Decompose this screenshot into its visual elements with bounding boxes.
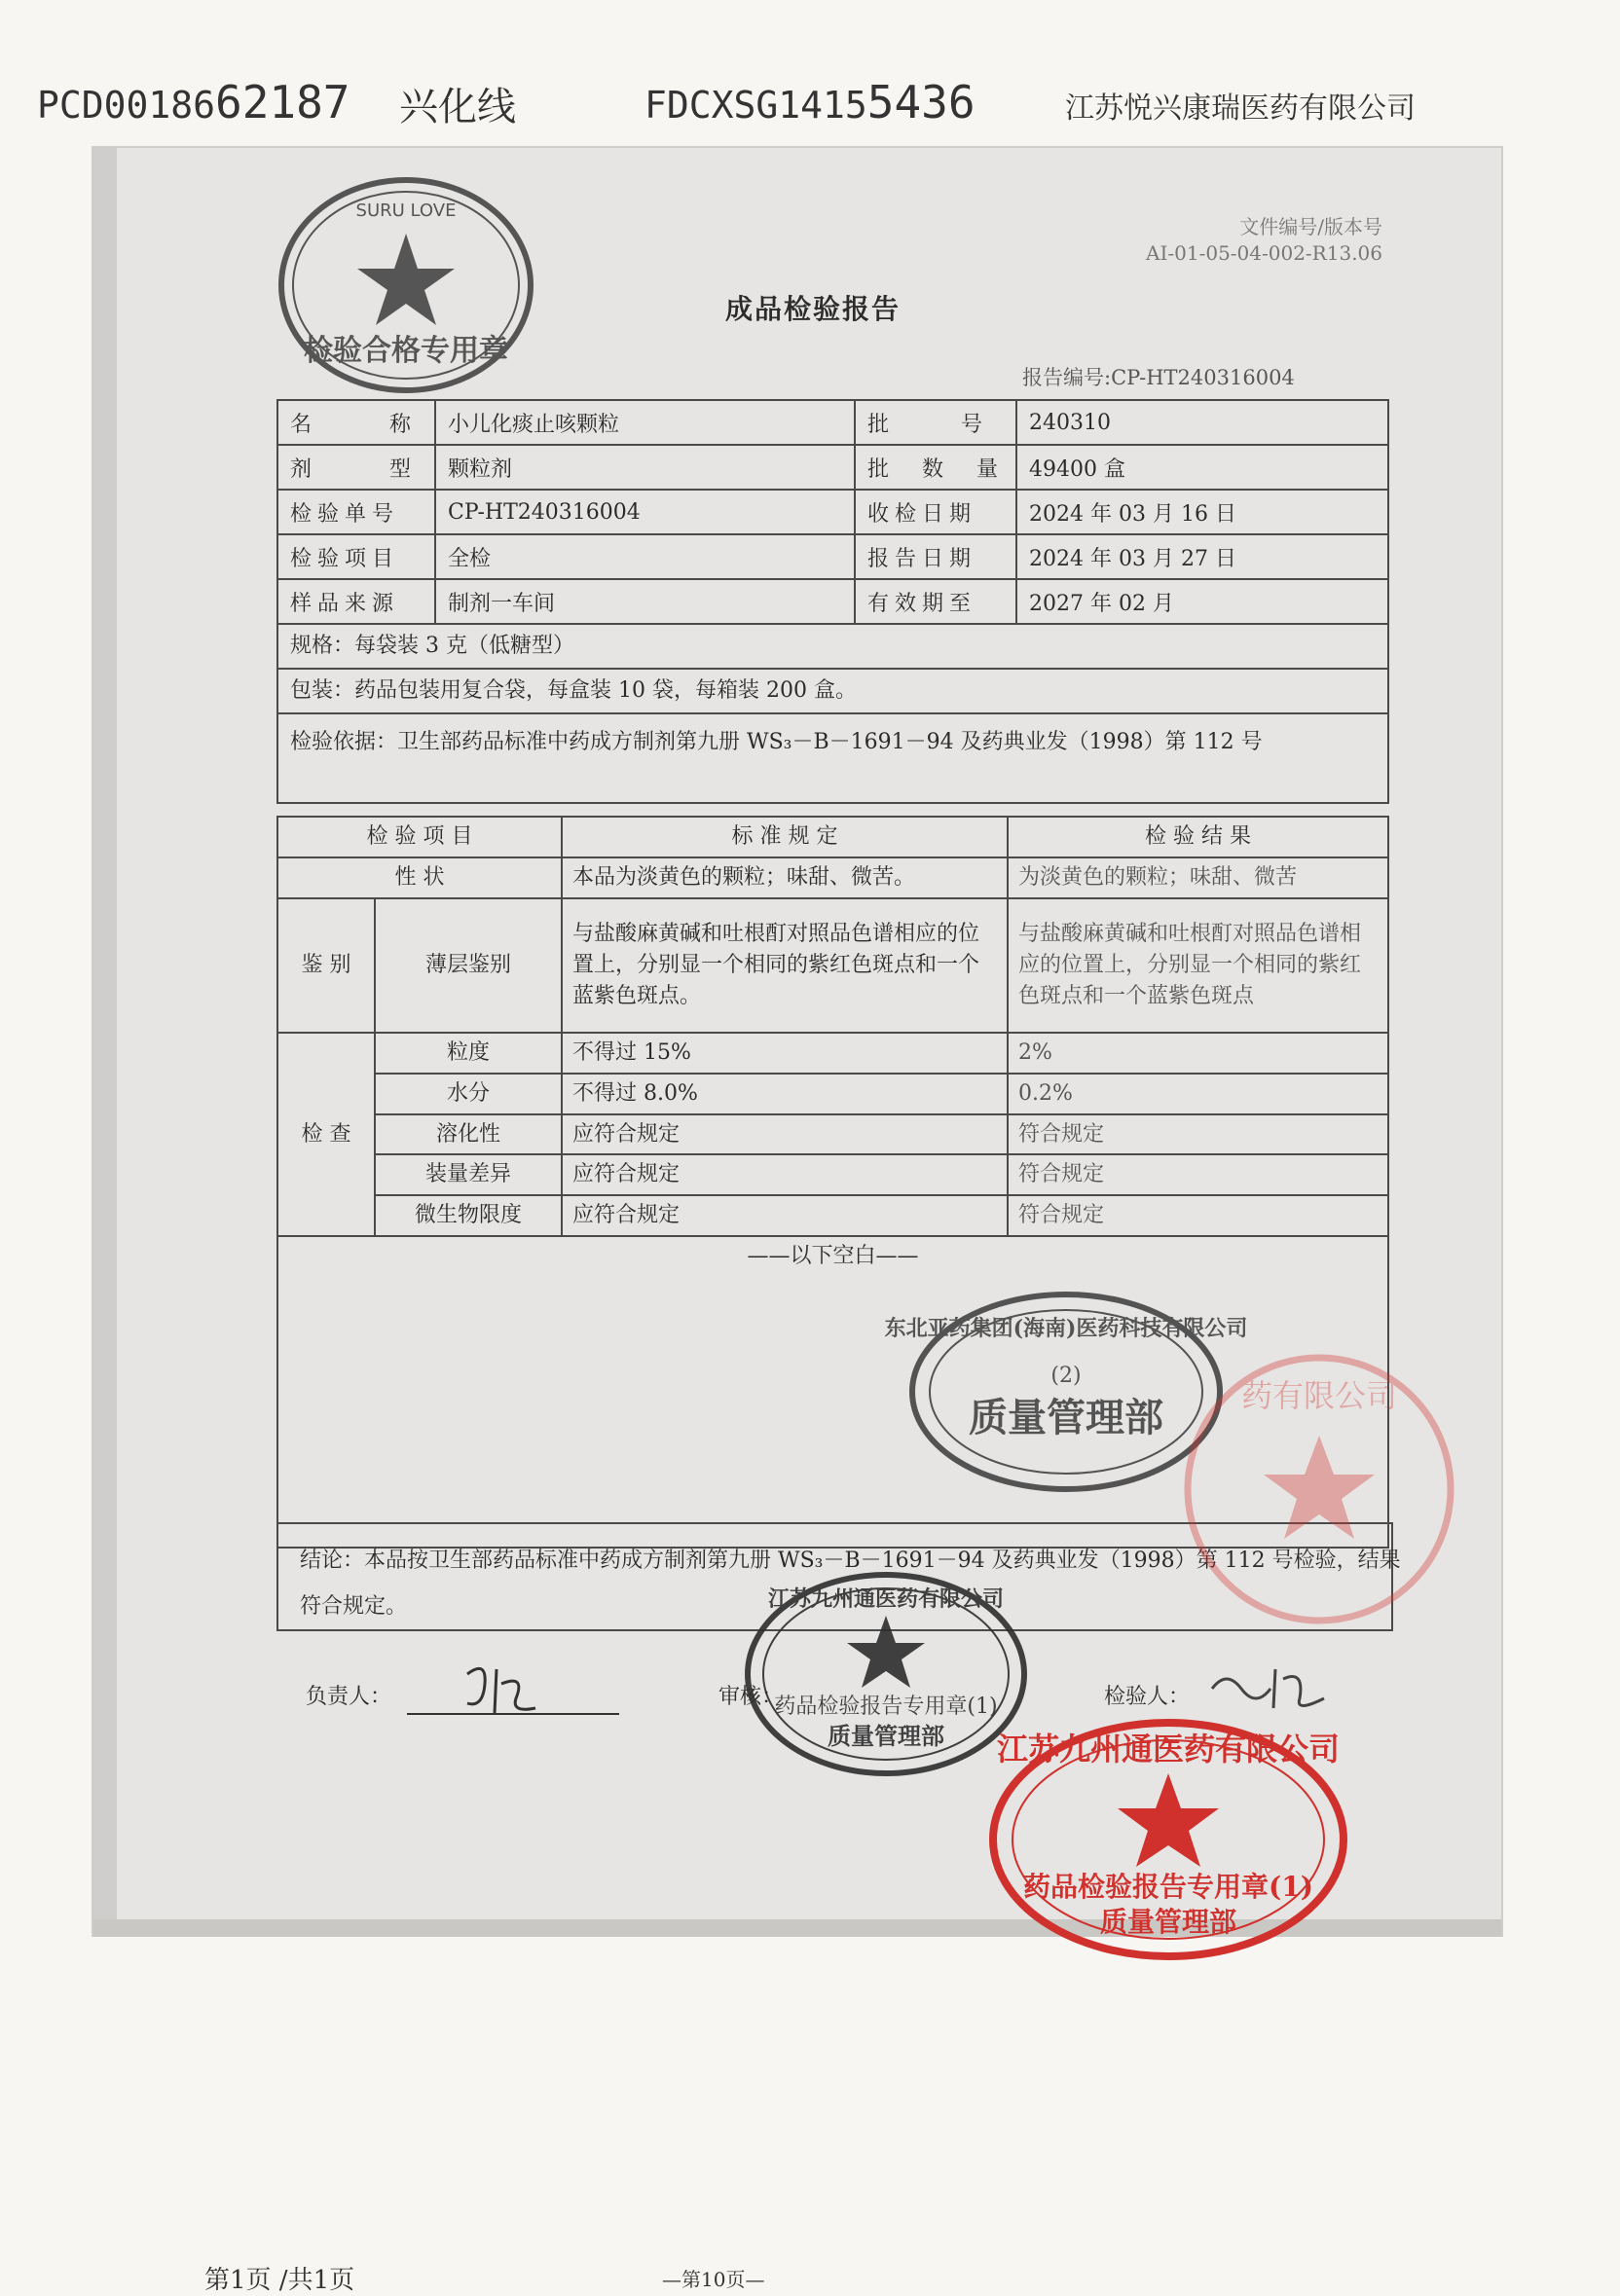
report-number: 报告编号:CP-HT240316004 (1022, 366, 1295, 389)
faint-stamp-text: 药有限公司 (1240, 1377, 1398, 1414)
code-left-suffix: 62187 (215, 76, 350, 128)
check-standard: 不得过 15% (562, 1033, 1008, 1074)
check-name: 装量差异 (375, 1154, 562, 1195)
qc-stamp-center-text: 检验合格专用章 (304, 334, 508, 368)
group-stamp-center-text: 质量管理部 (969, 1395, 1163, 1440)
table-row (277, 669, 1388, 713)
qty-label: 批 数 量 (855, 445, 1016, 490)
check-result: 符合规定 (1008, 1154, 1388, 1195)
code-mid-suffix: 5436 (866, 76, 976, 128)
sheet-edge (93, 148, 117, 1935)
table-row (277, 1074, 1388, 1114)
group-stamp-number: (2) (1050, 1364, 1082, 1388)
check-standard: 应符合规定 (562, 1154, 1008, 1195)
inspection-item: 全检 (435, 534, 855, 579)
faint-red-company-stamp (1178, 1348, 1460, 1630)
product-name: 小儿化痰止咳颗粒 (435, 400, 855, 445)
appearance-label: 性 状 (277, 857, 562, 898)
check-standard: 不得过 8.0% (562, 1074, 1008, 1114)
jzt-black-ring-text: 江苏九州通医药有限公司 (767, 1586, 1005, 1612)
jzt-red-stamp (983, 1713, 1353, 1966)
appearance-result: 为淡黄色的颗粒；味甜、微苦 (1008, 857, 1388, 898)
page-counter: 第1页 /共1页 (204, 2266, 355, 2295)
batch-label: 批 号 (855, 400, 1016, 445)
table-row (277, 534, 1388, 579)
check-name: 粒度 (375, 1033, 562, 1074)
document-number (1090, 214, 1382, 267)
inspect-no-label: 检验单号 (277, 490, 435, 534)
jzt-red-ring-text: 江苏九州通医药有限公司 (996, 1731, 1341, 1768)
check-name: 水分 (375, 1074, 562, 1114)
report-date-label: 报告日期 (855, 534, 1016, 579)
jzt-red-line2: 质量管理部 (1099, 1906, 1237, 1938)
info-table (276, 399, 1389, 804)
blank-note: ——以下空白—— (277, 1236, 1388, 1548)
sample-source: 制剂一车间 (435, 579, 855, 624)
tlc-label: 薄层鉴别 (375, 898, 562, 1033)
check-result: 符合规定 (1008, 1195, 1388, 1236)
responsible-signature (458, 1655, 574, 1723)
check-result: 2% (1008, 1033, 1388, 1074)
expiry-date: 2027 年 02 月 (1016, 579, 1388, 624)
inspector-label: 检验人： (1104, 1685, 1191, 1709)
check-result: 符合规定 (1008, 1114, 1388, 1155)
table-row (277, 857, 1388, 898)
check-name: 微生物限度 (375, 1195, 562, 1236)
receive-date: 2024 年 03 月 16 日 (1016, 490, 1388, 534)
dosage-form: 颗粒剂 (435, 445, 855, 490)
route-label: 兴化线 (399, 85, 516, 129)
table-row (277, 624, 1388, 669)
check-standard: 应符合规定 (562, 1195, 1008, 1236)
spec-row: 规格：每袋装 3 克（低糖型） (277, 624, 1388, 669)
tlc-result: 与盐酸麻黄碱和吐根酊对照品色谱相应的位置上，分别显一个相同的紫红色斑点和一个蓝紫色斑点 (1008, 898, 1388, 1033)
code-mid (644, 76, 976, 128)
group-stamp-ring-text: 东北亚药集团(海南)医药科技有限公司 (884, 1316, 1248, 1341)
reviewer-label: 审核： (718, 1685, 784, 1709)
code-left-prefix: PCD00186 (37, 84, 216, 127)
report-title: 成品检验报告 (725, 293, 902, 325)
qc-stamp-top (275, 173, 537, 397)
table-row (277, 898, 1388, 1033)
qc-stamp-ring-text: SURU LOVE (355, 200, 457, 221)
table-row (277, 1114, 1388, 1155)
code-mid-prefix: FDCXSG1415 (644, 84, 867, 127)
doc-no-value: AI-01-05-04-002-R13.06 (1146, 241, 1382, 265)
report-date: 2024 年 03 月 27 日 (1016, 534, 1388, 579)
appearance-standard: 本品为淡黄色的颗粒；味甜、微苦。 (562, 857, 1008, 898)
col-standard-header: 标 准 规 定 (562, 817, 1008, 857)
check-name: 溶化性 (375, 1114, 562, 1155)
jzt-black-line1: 药品检验报告专用章(1) (774, 1695, 998, 1719)
basis-row: 检验依据：卫生部药品标准中药成方制剂第九册 WS₃－B－1691－94 及药典业发（1998）第 112 号 (277, 713, 1388, 803)
col-result-header: 检 验 结 果 (1008, 817, 1388, 857)
inspector-signature (1207, 1659, 1344, 1718)
page-number-mid: —第10页— (662, 2268, 765, 2291)
col-item-header: 检 验 项 目 (277, 817, 562, 857)
inspection-number: CP-HT240316004 (435, 490, 855, 534)
table-row (277, 490, 1388, 534)
tlc-standard: 与盐酸麻黄碱和吐根酊对照品色谱相应的位置上，分别显一个相同的紫红色斑点和一个蓝紫色斑点。 (562, 898, 1008, 1033)
check-label: 检 查 (277, 1033, 375, 1236)
table-row (277, 1033, 1388, 1074)
check-result: 0.2% (1008, 1074, 1388, 1114)
company-name: 江苏悦兴康瑞医药有限公司 (1065, 91, 1416, 126)
batch-quantity: 49400 盒 (1016, 445, 1388, 490)
identification-label: 鉴 别 (277, 898, 375, 1033)
form-label: 剂 型 (277, 445, 435, 490)
jzt-red-line1: 药品检验报告专用章(1) (1023, 1871, 1313, 1903)
package-row: 包装：药品包装用复合袋，每盒装 10 袋，每箱装 200 盒。 (277, 669, 1388, 713)
table-row (277, 579, 1388, 624)
responsible-label: 负责人： (306, 1685, 392, 1709)
table-row (277, 445, 1388, 490)
table-row (277, 1195, 1388, 1236)
table-row (277, 1154, 1388, 1195)
source-label: 样品来源 (277, 579, 435, 624)
jzt-black-line2: 质量管理部 (828, 1722, 944, 1750)
table-header-row (277, 817, 1388, 857)
name-label: 名 称 (277, 400, 435, 445)
inspect-item-label: 检验项目 (277, 534, 435, 579)
receive-date-label: 收检日期 (855, 490, 1016, 534)
doc-no-label: 文件编号/版本号 (1239, 215, 1382, 238)
batch-number: 240310 (1016, 400, 1388, 445)
conclusion-text: 结论：本品按卫生部药品标准中药成方制剂第九册 WS₃－B－1691－94 及药典业发（1998）第 112 号检验，结果符合规定。 (300, 1549, 1401, 1620)
expiry-label: 有效期至 (855, 579, 1016, 624)
table-row (277, 400, 1388, 445)
table-row (277, 713, 1388, 803)
code-left (37, 76, 350, 128)
check-standard: 应符合规定 (562, 1114, 1008, 1155)
